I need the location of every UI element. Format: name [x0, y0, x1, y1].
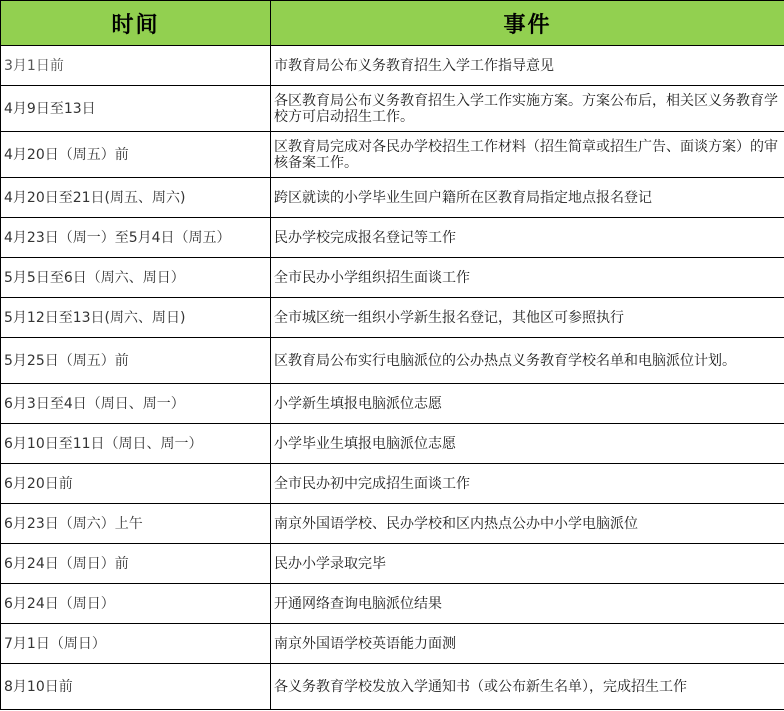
event-cell: 民办学校完成报名登记等工作 [271, 218, 784, 258]
time-column-header: 时间 [1, 1, 271, 46]
event-column-header: 事件 [271, 1, 784, 46]
time-cell: 4月9日至13日 [1, 86, 271, 132]
event-cell: 小学毕业生填报电脑派位志愿 [271, 424, 784, 464]
table-row [1, 664, 784, 710]
event-cell: 跨区就读的小学毕业生回户籍所在区教育局指定地点报名登记 [271, 178, 784, 218]
time-cell: 4月20日（周五）前 [1, 132, 271, 178]
table-row [1, 178, 784, 218]
event-cell: 各义务教育学校发放入学通知书（或公布新生名单），完成招生工作 [271, 664, 784, 710]
time-cell: 6月20日前 [1, 464, 271, 504]
event-cell: 区教育局完成对各民办学校招生工作材料（招生简章或招生广告、面谈方案）的审核备案工作。 [271, 132, 784, 178]
time-cell: 8月10日前 [1, 664, 271, 710]
event-cell: 小学新生填报电脑派位志愿 [271, 384, 784, 424]
time-cell: 6月23日（周六）上午 [1, 504, 271, 544]
time-cell: 6月24日（周日）前 [1, 544, 271, 584]
time-cell: 5月25日（周五）前 [1, 338, 271, 384]
time-cell: 4月23日（周一）至5月4日（周五） [1, 218, 271, 258]
table-row [1, 298, 784, 338]
event-cell: 全市民办初中完成招生面谈工作 [271, 464, 784, 504]
event-cell: 南京外国语学校、民办学校和区内热点公办中小学电脑派位 [271, 504, 784, 544]
event-cell: 南京外国语学校英语能力面测 [271, 624, 784, 664]
event-cell: 区教育局公布实行电脑派位的公办热点义务教育学校名单和电脑派位计划。 [271, 338, 784, 384]
event-cell: 民办小学录取完毕 [271, 544, 784, 584]
table-row [1, 544, 784, 584]
event-cell: 市教育局公布义务教育招生入学工作指导意见 [271, 46, 784, 86]
table-row [1, 258, 784, 298]
table-row [1, 218, 784, 258]
header-row [1, 1, 784, 46]
time-cell: 7月1日（周日） [1, 624, 271, 664]
table-row [1, 504, 784, 544]
time-cell: 6月3日至4日（周日、周一） [1, 384, 271, 424]
event-cell: 开通网络查询电脑派位结果 [271, 584, 784, 624]
table-row [1, 86, 784, 132]
table-row [1, 46, 784, 86]
event-cell: 各区教育局公布义务教育招生入学工作实施方案。方案公布后，相关区义务教育学校方可启动招生工作。 [271, 86, 784, 132]
time-cell: 6月10日至11日（周日、周一） [1, 424, 271, 464]
table-row [1, 384, 784, 424]
time-cell: 5月5日至6日（周六、周日） [1, 258, 271, 298]
table-row [1, 584, 784, 624]
table-row [1, 132, 784, 178]
event-cell: 全市城区统一组织小学新生报名登记，其他区可参照执行 [271, 298, 784, 338]
time-cell: 6月24日（周日） [1, 584, 271, 624]
time-cell: 3月1日前 [1, 46, 271, 86]
time-cell: 5月12日至13日(周六、周日) [1, 298, 271, 338]
table-row [1, 338, 784, 384]
table-row [1, 424, 784, 464]
event-cell: 全市民办小学组织招生面谈工作 [271, 258, 784, 298]
time-cell: 4月20日至21日(周五、周六) [1, 178, 271, 218]
table-row [1, 624, 784, 664]
table-row [1, 464, 784, 504]
